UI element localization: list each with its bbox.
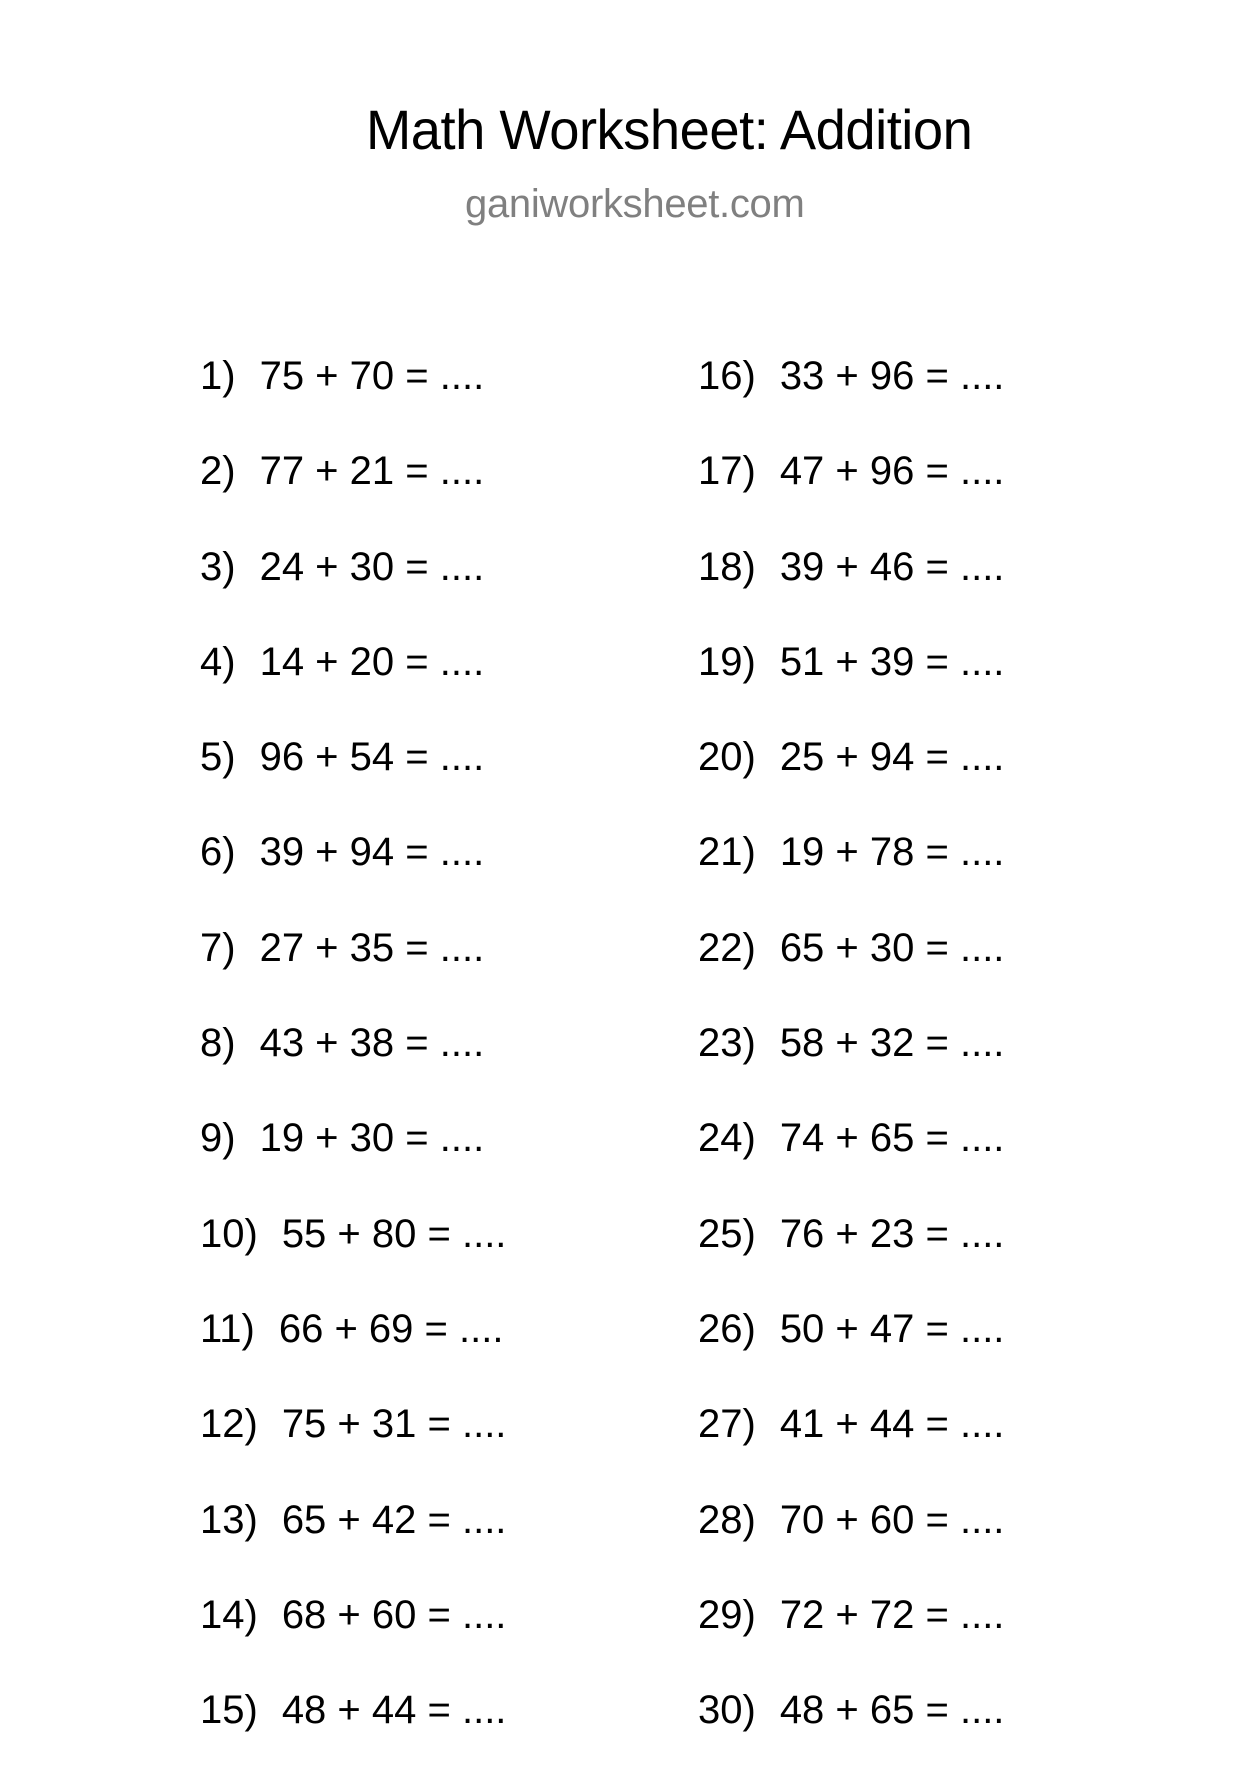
- problem-number: 29): [698, 1592, 756, 1637]
- problem-number: 14): [200, 1592, 258, 1637]
- problem-item: [200, 543, 506, 638]
- problem-number: 2): [200, 449, 236, 494]
- problem-expression: 96 + 54 = ....: [259, 735, 485, 780]
- problem-expression: 19 + 30 = ....: [259, 1116, 485, 1161]
- problem-number: 20): [698, 735, 756, 780]
- problem-item: [200, 1686, 506, 1781]
- problem-number: 7): [200, 925, 236, 970]
- problem-number: 13): [200, 1497, 258, 1542]
- problem-number: 23): [698, 1021, 756, 1066]
- problem-item: [200, 1019, 506, 1114]
- problem-expression: 27 + 35 = ....: [259, 925, 485, 970]
- problem-item: [200, 1305, 506, 1400]
- problem-number: 22): [698, 925, 756, 970]
- problem-item: [200, 924, 506, 1019]
- problem-expression: 41 + 44 = ....: [779, 1402, 1005, 1447]
- problem-item: [698, 828, 1004, 923]
- problem-number: 12): [200, 1402, 258, 1447]
- problem-expression: 48 + 44 = ....: [281, 1688, 507, 1733]
- problem-item: [698, 733, 1004, 828]
- problem-expression: 76 + 23 = ....: [779, 1211, 1005, 1256]
- problem-expression: 43 + 38 = ....: [259, 1021, 485, 1066]
- problem-column-left: [200, 352, 506, 1781]
- problem-item: [200, 352, 506, 447]
- problem-number: 26): [698, 1306, 756, 1351]
- problem-expression: 55 + 80 = ....: [281, 1211, 507, 1256]
- problem-item: [698, 638, 1004, 733]
- problem-expression: 33 + 96 = ....: [779, 354, 1005, 398]
- problem-item: [698, 352, 1004, 447]
- problem-expression: 65 + 42 = ....: [281, 1497, 507, 1542]
- problem-item: [698, 1400, 1004, 1495]
- problem-expression: 50 + 47 = ....: [779, 1306, 1005, 1351]
- problem-item: [698, 447, 1004, 542]
- problem-item: [200, 1591, 506, 1686]
- problem-item: [698, 924, 1004, 1019]
- problem-expression: 72 + 72 = ....: [779, 1592, 1005, 1637]
- problem-number: 21): [698, 830, 756, 875]
- problem-item: [200, 1210, 506, 1305]
- problem-number: 18): [698, 544, 756, 589]
- problem-number: 25): [698, 1211, 756, 1256]
- problem-expression: 48 + 65 = ....: [779, 1688, 1005, 1733]
- problem-expression: 75 + 31 = ....: [281, 1402, 507, 1447]
- problem-expression: 74 + 65 = ....: [779, 1116, 1005, 1161]
- problem-expression: 58 + 32 = ....: [779, 1021, 1005, 1066]
- problem-item: [698, 1305, 1004, 1400]
- problem-expression: 51 + 39 = ....: [779, 639, 1005, 684]
- website-subtitle: ganiworksheet.com: [465, 182, 805, 226]
- problem-number: 6): [200, 830, 236, 875]
- problem-expression: 25 + 94 = ....: [779, 735, 1005, 780]
- problem-item: [200, 447, 506, 542]
- problem-number: 30): [698, 1688, 756, 1733]
- problem-expression: 47 + 96 = ....: [779, 449, 1005, 494]
- problem-number: 4): [200, 639, 236, 684]
- problem-number: 3): [200, 544, 236, 589]
- problem-number: 8): [200, 1021, 236, 1066]
- problem-item: [698, 1591, 1004, 1686]
- problem-number: 1): [200, 354, 236, 398]
- problem-item: [698, 1496, 1004, 1591]
- problem-number: 15): [200, 1688, 258, 1733]
- problem-expression: 65 + 30 = ....: [779, 925, 1005, 970]
- problem-number: 9): [200, 1116, 236, 1161]
- problem-expression: 24 + 30 = ....: [259, 544, 485, 589]
- problem-expression: 75 + 70 = ....: [259, 354, 485, 398]
- problem-number: 11): [200, 1306, 255, 1351]
- problem-number: 27): [698, 1402, 756, 1447]
- problem-item: [698, 1114, 1004, 1209]
- problem-expression: 77 + 21 = ....: [259, 449, 485, 494]
- problem-item: [200, 638, 506, 733]
- problem-expression: 39 + 46 = ....: [779, 544, 1005, 589]
- problem-expression: 14 + 20 = ....: [259, 639, 485, 684]
- problem-expression: 68 + 60 = ....: [281, 1592, 507, 1637]
- problem-item: [200, 828, 506, 923]
- problem-number: 16): [698, 354, 756, 398]
- problem-item: [698, 1019, 1004, 1114]
- problem-item: [200, 1400, 506, 1495]
- problem-item: [200, 1114, 506, 1209]
- problem-number: 10): [200, 1211, 258, 1256]
- problem-item: [200, 733, 506, 828]
- problem-number: 19): [698, 639, 756, 684]
- problem-number: 28): [698, 1497, 756, 1542]
- problem-number: 5): [200, 735, 236, 780]
- problem-number: 24): [698, 1116, 756, 1161]
- problem-expression: 39 + 94 = ....: [259, 830, 485, 875]
- problem-column-right: [698, 352, 1004, 1781]
- problem-item: [200, 1496, 506, 1591]
- problem-expression: 19 + 78 = ....: [779, 830, 1005, 875]
- problem-item: [698, 1210, 1004, 1305]
- problem-expression: 70 + 60 = ....: [779, 1497, 1005, 1542]
- problem-expression: 66 + 69 = ....: [278, 1306, 504, 1351]
- problem-item: [698, 1686, 1004, 1781]
- problem-item: [698, 543, 1004, 638]
- page-title: Math Worksheet: Addition: [366, 98, 973, 161]
- problem-number: 17): [698, 449, 756, 494]
